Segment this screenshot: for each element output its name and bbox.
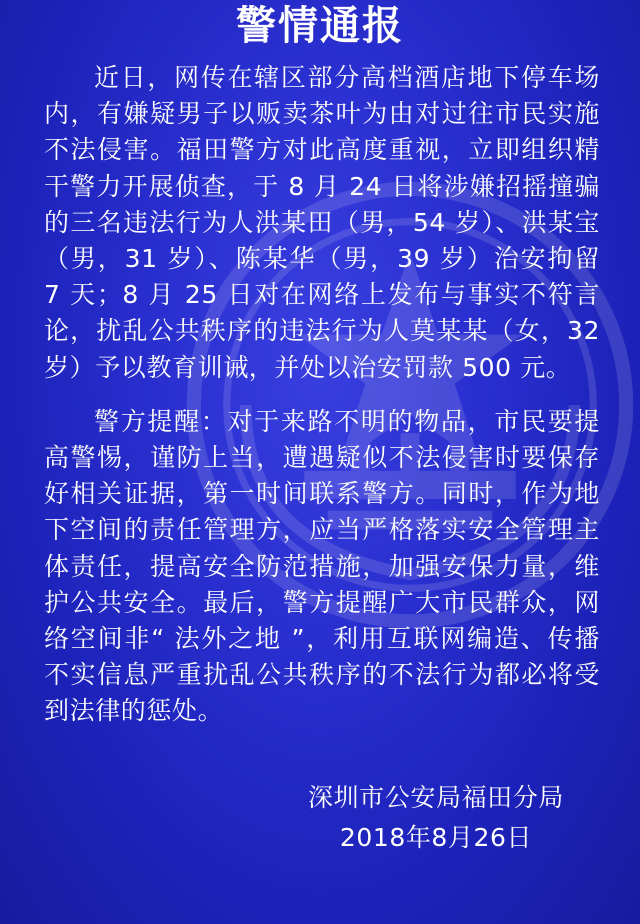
notice-body (44, 60, 600, 730)
notice-paragraph: 近日，网传在辖区部分高档酒店地下停车场内，有嫌疑男子以贩卖茶叶为由对过往市民实施不法侵害。福田警方对此高度重视，立即组织精干警力开展侦查，于 8 月 24 日将涉嫌招摇撞骗的三名违法行为人洪某田（男，54 岁）、洪某宝（男，31 岁）、陈某华（男，39 岁）治安拘留 7 天；8 月 25 日对在网络上发布与事实不符言论，扰乱公共秩序的违法行为人莫某某（女，32 岁）予以教育训诫，并处以治安罚款 500 元。 (44, 63, 600, 382)
notice-title: 警情通报 (236, 3, 404, 49)
issue-date: 2018年8月26日 (339, 823, 533, 852)
issuer-name: 深圳市公安局福田分局 (307, 783, 564, 812)
notice-paragraph: 警方提醒：对于来路不明的物品，市民要提高警惕，谨防上当，遭遇疑似不法侵害时要保存好相关证据，第一时间联系警方。同时，作为地下空间的责任管理方，应当严格落实安全管理主体责任，提高安全防范措施，加强安保力量，维护公共安全。最后，警方提醒广大市民群众，网络空间非“ 法外之地 ”，利用互联网编造、传播不实信息严重扰乱公共秩序的不法行为都必将受到法律的惩处。 (44, 406, 600, 726)
signature-block (308, 778, 564, 858)
